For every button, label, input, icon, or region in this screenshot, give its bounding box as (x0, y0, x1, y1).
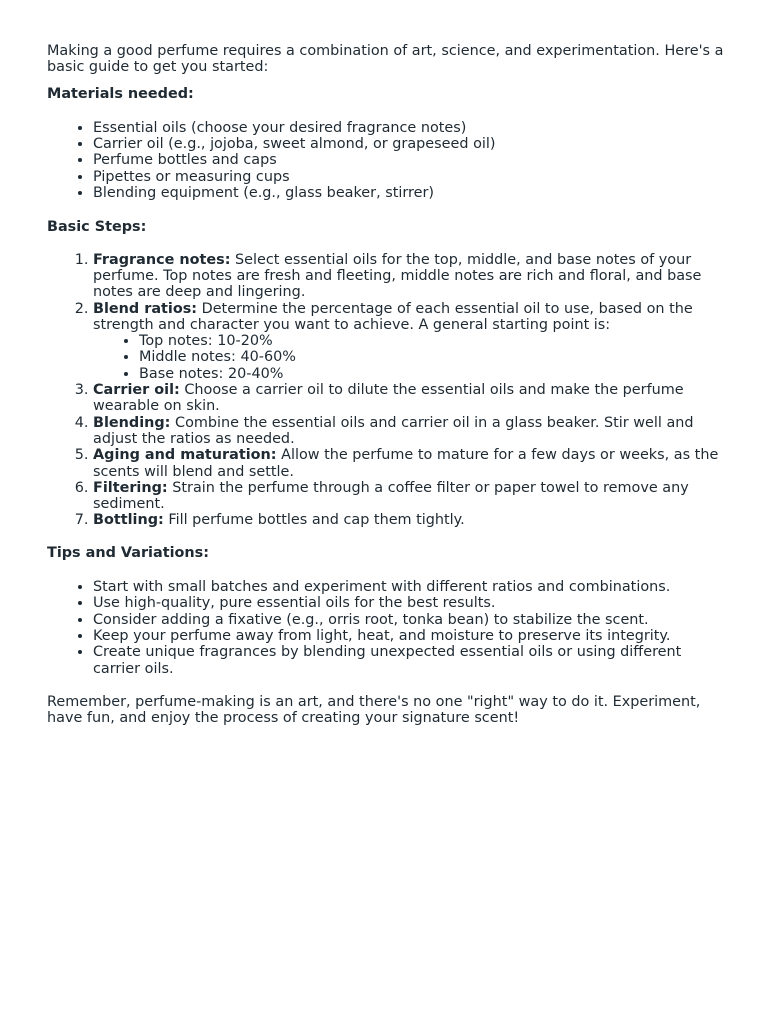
step-term: Filtering: (93, 479, 168, 496)
list-item: • Essential oils (choose your desired fragrance notes) (93, 120, 728, 136)
tips-list (47, 579, 728, 677)
ratio-sublist (93, 333, 728, 382)
list-item: • Perfume bottles and caps (93, 152, 728, 168)
step-text: Strain the perfume through a coffee filter or paper towel to remove any sediment. (93, 479, 689, 513)
steps-list (47, 252, 728, 529)
step-text: Select essential oils for the top, middle, and base notes of your perfume. Top notes are fresh and fleeting, middle notes are rich and floral, and base notes are deep and lingering. (93, 251, 702, 301)
closing-paragraph: Remember, perfume-making is an art, and there's no one "right" way to do it. Experiment, have fun, and enjoy the process of creating your signature scent! (47, 693, 701, 727)
intro-paragraph: Making a good perfume requires a combination of art, science, and experimentation. Here's a basic guide to get you started: (47, 43, 724, 76)
list-item: • Middle notes: 40-60% (139, 349, 728, 365)
step-item (93, 252, 728, 301)
materials-list (47, 120, 728, 201)
list-item: • Keep your perfume away from light, heat, and moisture to preserve its integrity. (93, 628, 728, 644)
step-text: Choose a carrier oil to dilute the essential oils and make the perfume wearable on skin. (93, 382, 684, 415)
list-item: • Use high-quality, pure essential oils for the best results. (93, 595, 728, 611)
list-item: • Consider adding a fixative (e.g., orris root, tonka bean) to stabilize the scent. (93, 612, 728, 628)
step-term: Aging and maturation: (93, 447, 277, 464)
step-item (93, 512, 728, 528)
step-term: Blend ratios: (93, 300, 198, 317)
step-item (93, 301, 728, 382)
step-term: Fragrance notes: (93, 251, 231, 268)
list-item: • Carrier oil (e.g., jojoba, sweet almond, or grapeseed oil) (93, 136, 728, 152)
materials-heading: Materials needed: (47, 85, 194, 102)
list-item: • Top notes: 10-20% (139, 333, 728, 349)
step-text: Allow the perfume to mature for a few days or weeks, as the scents will blend and settle. (93, 447, 719, 480)
step-term: Carrier oil: (93, 382, 180, 399)
steps-heading: Basic Steps: (47, 219, 147, 236)
step-term: Blending: (93, 414, 171, 431)
step-term: Bottling: (93, 512, 164, 529)
step-item (93, 382, 728, 415)
step-item (93, 480, 728, 513)
list-item: • Create unique fragrances by blending unexpected essential oils or using different carrier oils. (93, 644, 728, 677)
tips-heading: Tips and Variations: (47, 544, 209, 561)
step-item (93, 415, 728, 448)
list-item: • Pipettes or measuring cups (93, 169, 728, 185)
step-text: Combine the essential oils and carrier oil in a glass beaker. Stir well and adjust the ratios as needed. (93, 414, 694, 447)
step-text: Fill perfume bottles and cap them tightly. (163, 512, 465, 529)
list-item: • Start with small batches and experiment with different ratios and combinations. (93, 579, 728, 595)
list-item: • Blending equipment (e.g., glass beaker, stirrer) (93, 185, 728, 201)
step-item (93, 447, 728, 480)
list-item: • Base notes: 20-40% (139, 366, 728, 382)
step-text: Determine the percentage of each essential oil to use, based on the strength and character you want to achieve. A general starting point is: (93, 300, 693, 333)
